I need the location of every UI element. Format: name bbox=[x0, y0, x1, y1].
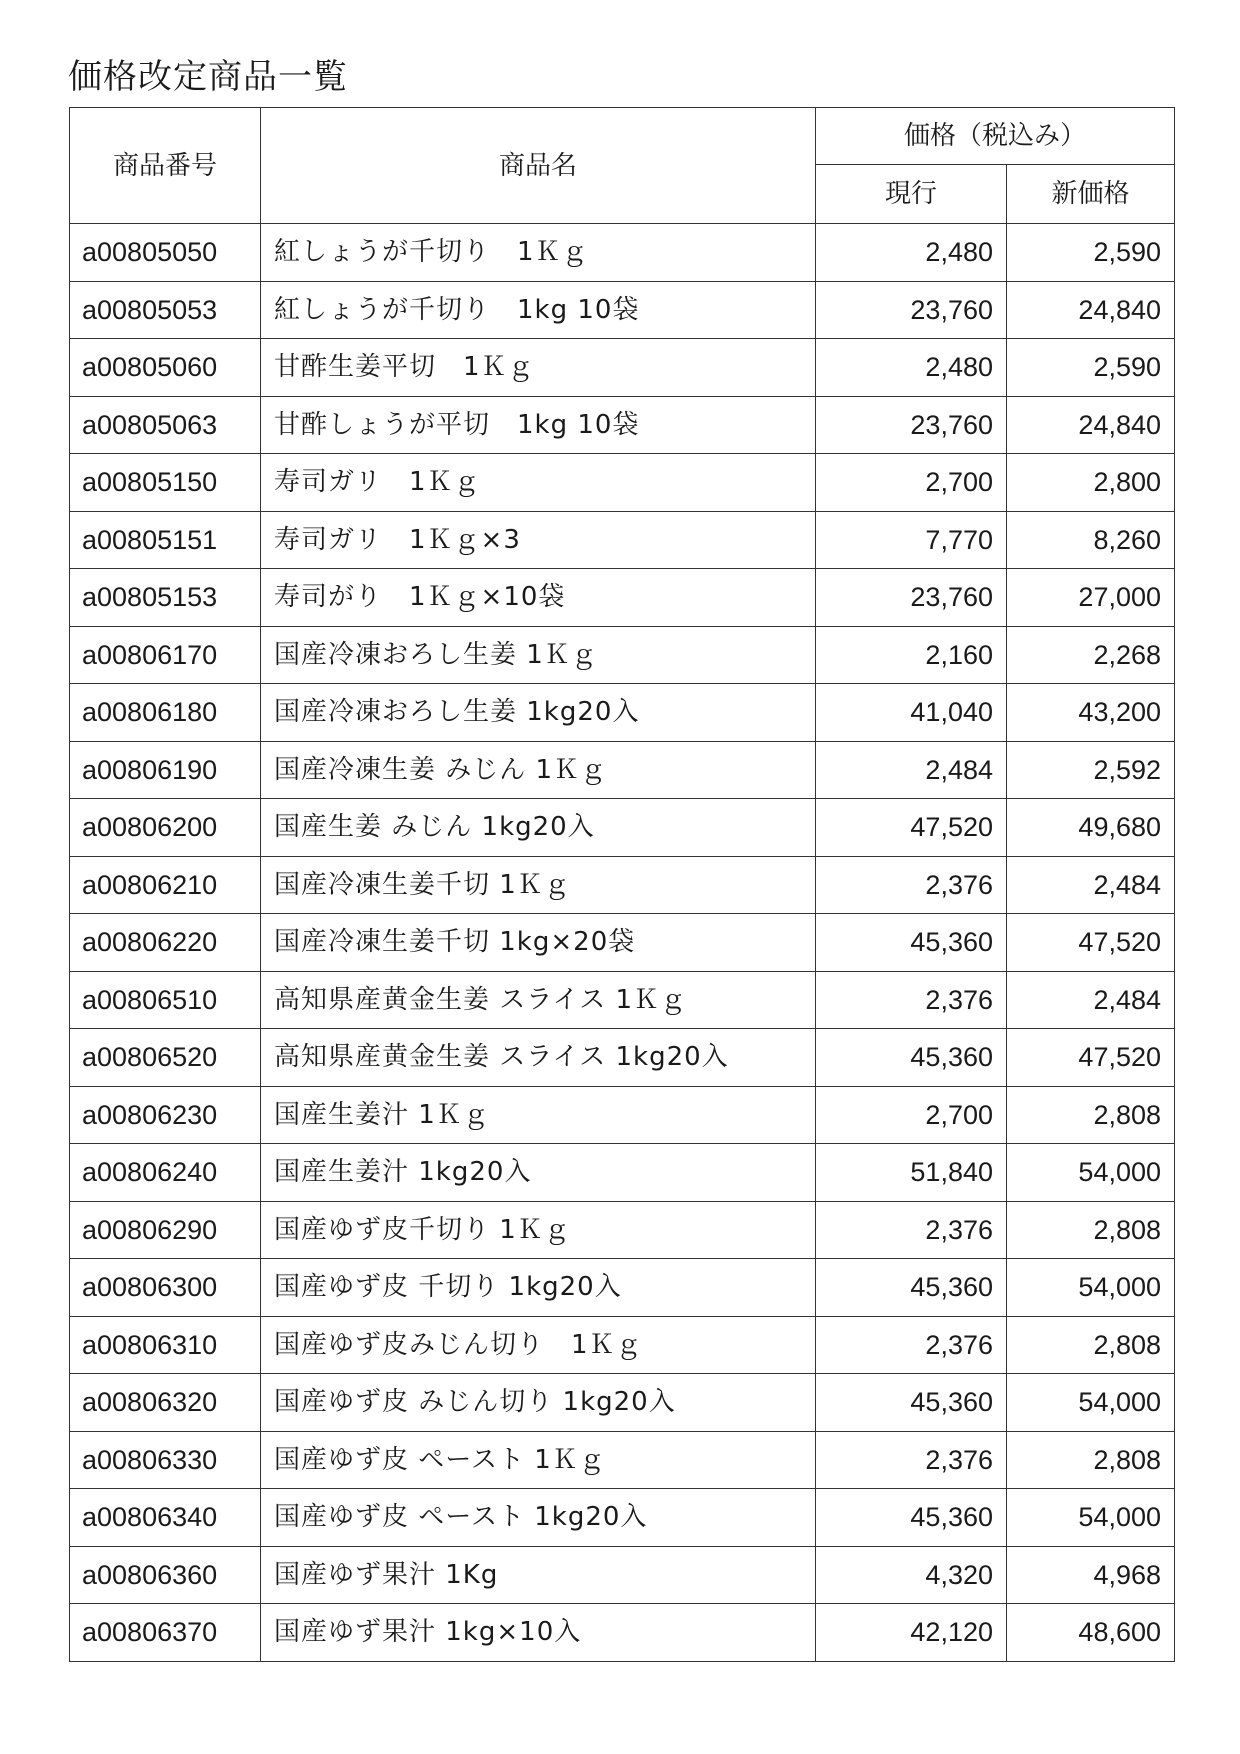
product-code-cell: a00806240 bbox=[70, 1144, 261, 1202]
current-price-cell: 2,376 bbox=[816, 1316, 1007, 1374]
table-row bbox=[70, 339, 1175, 397]
current-price-cell: 42,120 bbox=[816, 1604, 1007, 1662]
new-price-cell: 2,808 bbox=[1007, 1086, 1175, 1144]
table-row bbox=[70, 1259, 1175, 1317]
product-name-cell: 国産ゆず果汁 1Kg bbox=[261, 1546, 816, 1604]
page-title: 価格改定商品一覧 bbox=[68, 57, 348, 97]
current-price-cell: 2,376 bbox=[816, 1431, 1007, 1489]
table-row bbox=[70, 1489, 1175, 1547]
product-code-cell: a00805151 bbox=[70, 511, 261, 569]
current-price-cell: 45,360 bbox=[816, 1374, 1007, 1432]
product-code-cell: a00806170 bbox=[70, 626, 261, 684]
current-price-cell: 23,760 bbox=[816, 281, 1007, 339]
new-price-cell: 2,484 bbox=[1007, 856, 1175, 914]
table-row bbox=[70, 1144, 1175, 1202]
new-price-cell: 24,840 bbox=[1007, 396, 1175, 454]
product-name-cell: 国産冷凍おろし生姜 1kg20入 bbox=[261, 684, 816, 742]
table-row bbox=[70, 1431, 1175, 1489]
header-new-price: 新価格 bbox=[1007, 165, 1175, 224]
product-code-cell: a00805063 bbox=[70, 396, 261, 454]
product-name-cell: 紅しょうが千切り 1kg 10袋 bbox=[261, 281, 816, 339]
product-code-cell: a00806520 bbox=[70, 1029, 261, 1087]
new-price-cell: 2,590 bbox=[1007, 339, 1175, 397]
table-row bbox=[70, 856, 1175, 914]
product-code-cell: a00806370 bbox=[70, 1604, 261, 1662]
product-name-cell: 国産冷凍生姜千切 1kg×20袋 bbox=[261, 914, 816, 972]
current-price-cell: 45,360 bbox=[816, 1489, 1007, 1547]
product-name-cell: 国産ゆず皮 ペースト 1kg20入 bbox=[261, 1489, 816, 1547]
product-code-cell: a00806320 bbox=[70, 1374, 261, 1432]
new-price-cell: 2,590 bbox=[1007, 224, 1175, 282]
current-price-cell: 2,376 bbox=[816, 971, 1007, 1029]
table-row bbox=[70, 1374, 1175, 1432]
product-name-cell: 国産生姜汁 1Ｋｇ bbox=[261, 1086, 816, 1144]
table-body bbox=[70, 224, 1175, 1662]
current-price-cell: 2,480 bbox=[816, 339, 1007, 397]
product-code-cell: a00806180 bbox=[70, 684, 261, 742]
header-current-price: 現行 bbox=[816, 165, 1007, 224]
current-price-cell: 23,760 bbox=[816, 569, 1007, 627]
product-name-cell: 国産冷凍生姜千切 1Ｋｇ bbox=[261, 856, 816, 914]
current-price-cell: 2,160 bbox=[816, 626, 1007, 684]
current-price-cell: 2,480 bbox=[816, 224, 1007, 282]
table-row bbox=[70, 626, 1175, 684]
table-row bbox=[70, 1029, 1175, 1087]
new-price-cell: 49,680 bbox=[1007, 799, 1175, 857]
current-price-cell: 41,040 bbox=[816, 684, 1007, 742]
current-price-cell: 47,520 bbox=[816, 799, 1007, 857]
product-name-cell: 国産ゆず皮 みじん切り 1kg20入 bbox=[261, 1374, 816, 1432]
product-name-cell: 甘酢生姜平切 1Ｋｇ bbox=[261, 339, 816, 397]
product-code-cell: a00806190 bbox=[70, 741, 261, 799]
table-row bbox=[70, 1546, 1175, 1604]
header-price-tax-included: 価格（税込み） bbox=[816, 108, 1175, 165]
current-price-cell: 23,760 bbox=[816, 396, 1007, 454]
product-name-cell: 国産ゆず皮 千切り 1kg20入 bbox=[261, 1259, 816, 1317]
product-name-cell: 国産冷凍おろし生姜 1Ｋｇ bbox=[261, 626, 816, 684]
product-code-cell: a00806360 bbox=[70, 1546, 261, 1604]
current-price-cell: 2,376 bbox=[816, 856, 1007, 914]
product-name-cell: 寿司ガリ 1Ｋｇ×3 bbox=[261, 511, 816, 569]
current-price-cell: 4,320 bbox=[816, 1546, 1007, 1604]
current-price-cell: 2,700 bbox=[816, 1086, 1007, 1144]
product-name-cell: 国産ゆず皮 ペースト 1Ｋｇ bbox=[261, 1431, 816, 1489]
table-row bbox=[70, 396, 1175, 454]
new-price-cell: 47,520 bbox=[1007, 1029, 1175, 1087]
table-row bbox=[70, 281, 1175, 339]
table-row bbox=[70, 1086, 1175, 1144]
product-code-cell: a00806340 bbox=[70, 1489, 261, 1547]
new-price-cell: 2,808 bbox=[1007, 1431, 1175, 1489]
new-price-cell: 47,520 bbox=[1007, 914, 1175, 972]
price-revision-table bbox=[69, 107, 1175, 1662]
product-code-cell: a00806210 bbox=[70, 856, 261, 914]
product-name-cell: 国産冷凍生姜 みじん 1Ｋｇ bbox=[261, 741, 816, 799]
product-code-cell: a00806510 bbox=[70, 971, 261, 1029]
current-price-cell: 45,360 bbox=[816, 1029, 1007, 1087]
current-price-cell: 2,376 bbox=[816, 1201, 1007, 1259]
table-row bbox=[70, 799, 1175, 857]
new-price-cell: 54,000 bbox=[1007, 1489, 1175, 1547]
new-price-cell: 2,808 bbox=[1007, 1201, 1175, 1259]
new-price-cell: 2,808 bbox=[1007, 1316, 1175, 1374]
product-name-cell: 国産生姜 みじん 1kg20入 bbox=[261, 799, 816, 857]
product-name-cell: 寿司ガリ 1Ｋｇ bbox=[261, 454, 816, 512]
product-code-cell: a00805053 bbox=[70, 281, 261, 339]
product-code-cell: a00805153 bbox=[70, 569, 261, 627]
table-row bbox=[70, 684, 1175, 742]
new-price-cell: 54,000 bbox=[1007, 1374, 1175, 1432]
product-code-cell: a00805050 bbox=[70, 224, 261, 282]
product-code-cell: a00805150 bbox=[70, 454, 261, 512]
product-code-cell: a00806230 bbox=[70, 1086, 261, 1144]
table-row bbox=[70, 741, 1175, 799]
table-row bbox=[70, 971, 1175, 1029]
table-row bbox=[70, 454, 1175, 512]
table-row bbox=[70, 1604, 1175, 1662]
new-price-cell: 48,600 bbox=[1007, 1604, 1175, 1662]
product-name-cell: 紅しょうが千切り 1Ｋｇ bbox=[261, 224, 816, 282]
product-name-cell: 国産ゆず皮千切り 1Ｋｇ bbox=[261, 1201, 816, 1259]
new-price-cell: 27,000 bbox=[1007, 569, 1175, 627]
product-name-cell: 高知県産黄金生姜 スライス 1kg20入 bbox=[261, 1029, 816, 1087]
product-name-cell: 国産ゆず皮みじん切り 1Ｋｇ bbox=[261, 1316, 816, 1374]
new-price-cell: 2,268 bbox=[1007, 626, 1175, 684]
product-code-cell: a00806330 bbox=[70, 1431, 261, 1489]
current-price-cell: 7,770 bbox=[816, 511, 1007, 569]
product-name-cell: 国産生姜汁 1kg20入 bbox=[261, 1144, 816, 1202]
table-row bbox=[70, 914, 1175, 972]
new-price-cell: 8,260 bbox=[1007, 511, 1175, 569]
new-price-cell: 2,484 bbox=[1007, 971, 1175, 1029]
new-price-cell: 2,800 bbox=[1007, 454, 1175, 512]
new-price-cell: 4,968 bbox=[1007, 1546, 1175, 1604]
product-name-cell: 甘酢しょうが平切 1kg 10袋 bbox=[261, 396, 816, 454]
new-price-cell: 54,000 bbox=[1007, 1259, 1175, 1317]
product-code-cell: a00806300 bbox=[70, 1259, 261, 1317]
new-price-cell: 54,000 bbox=[1007, 1144, 1175, 1202]
product-code-cell: a00806290 bbox=[70, 1201, 261, 1259]
product-name-cell: 高知県産黄金生姜 スライス 1Ｋｇ bbox=[261, 971, 816, 1029]
table-row bbox=[70, 511, 1175, 569]
product-code-cell: a00806200 bbox=[70, 799, 261, 857]
table-row bbox=[70, 569, 1175, 627]
current-price-cell: 45,360 bbox=[816, 914, 1007, 972]
new-price-cell: 2,592 bbox=[1007, 741, 1175, 799]
current-price-cell: 45,360 bbox=[816, 1259, 1007, 1317]
product-name-cell: 寿司がり 1Ｋｇ×10袋 bbox=[261, 569, 816, 627]
product-code-cell: a00805060 bbox=[70, 339, 261, 397]
product-code-cell: a00806310 bbox=[70, 1316, 261, 1374]
table-row bbox=[70, 224, 1175, 282]
header-product-code: 商品番号 bbox=[70, 108, 261, 224]
new-price-cell: 43,200 bbox=[1007, 684, 1175, 742]
product-name-cell: 国産ゆず果汁 1kg×10入 bbox=[261, 1604, 816, 1662]
current-price-cell: 2,700 bbox=[816, 454, 1007, 512]
product-code-cell: a00806220 bbox=[70, 914, 261, 972]
table-row bbox=[70, 1201, 1175, 1259]
header-product-name: 商品名 bbox=[261, 108, 816, 224]
current-price-cell: 2,484 bbox=[816, 741, 1007, 799]
table-row bbox=[70, 1316, 1175, 1374]
new-price-cell: 24,840 bbox=[1007, 281, 1175, 339]
current-price-cell: 51,840 bbox=[816, 1144, 1007, 1202]
